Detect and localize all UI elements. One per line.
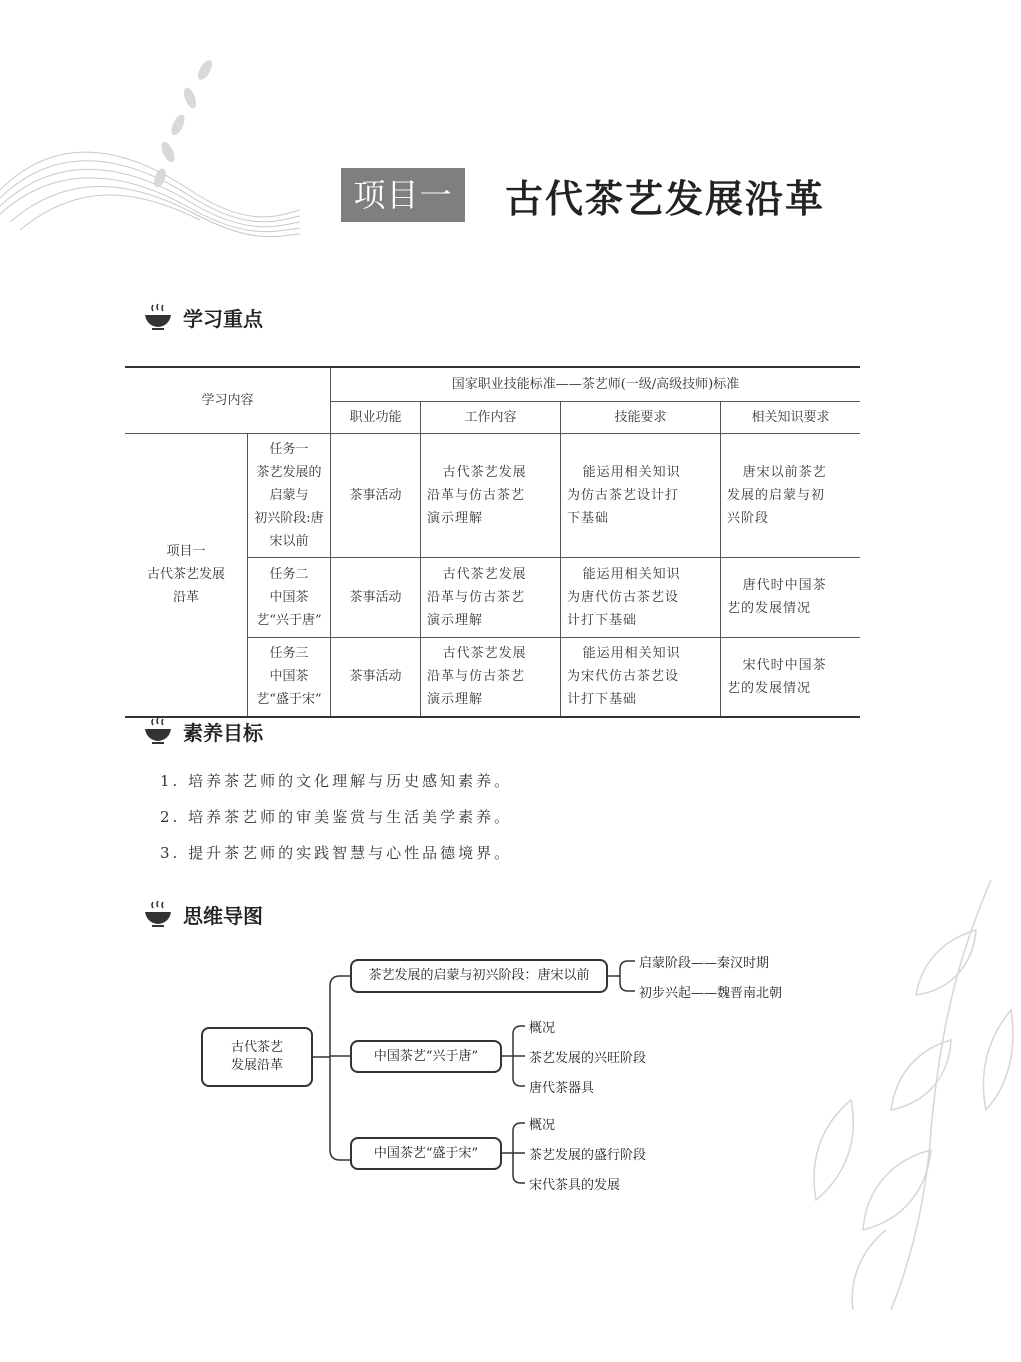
mind-map-leaf: 宋代茶具的发展 (529, 1178, 621, 1193)
table-header-content: 学习内容 (125, 367, 331, 433)
section-heading-focus (143, 302, 263, 332)
wave-decoration-icon (0, 40, 300, 240)
mind-map-branch: 中国茶艺“盛于宋” (350, 1137, 502, 1170)
work-cell: 古代茶艺发展 沿革与仿古茶艺 演示理解 (421, 557, 561, 637)
page-title-bar (341, 168, 825, 222)
mind-map (195, 940, 815, 1205)
mind-map-leaf: 茶艺发展的盛行阶段 (529, 1148, 647, 1163)
column-header: 职业功能 (331, 401, 421, 433)
mind-map-branch: 茶艺发展的启蒙与初兴阶段：唐宋以前 (350, 959, 608, 993)
function-cell: 茶事活动 (331, 433, 421, 557)
learning-focus-table (125, 366, 860, 718)
section-title: 素养目标 (183, 720, 263, 745)
mind-map-leaf: 概况 (529, 1021, 556, 1036)
tea-leaves-decoration-icon (791, 870, 1021, 1320)
task-cell: 任务三 中国茶艺“盛于宋” (248, 637, 331, 717)
knowledge-cell: 唐代时中国茶 艺的发展情况 (721, 557, 861, 637)
mind-map-root: 古代茶艺 发展沿革 (201, 1027, 313, 1087)
list-item: 2. 培养茶艺师的审美鉴赏与生活美学素养。 (160, 808, 513, 826)
mind-map-leaf: 茶艺发展的兴旺阶段 (529, 1051, 647, 1066)
section-heading-mindmap (143, 899, 263, 929)
mind-map-leaf: 概况 (529, 1118, 556, 1133)
project-cell: 项目一 古代茶艺发展 沿革 (125, 433, 248, 717)
table-row (125, 433, 860, 557)
work-cell: 古代茶艺发展 沿革与仿古茶艺 演示理解 (421, 637, 561, 717)
section-title: 思维导图 (183, 903, 263, 928)
table-header-standard: 国家职业技能标准——茶艺师(一级/高级技师)标准 (331, 367, 861, 401)
tea-bowl-icon (143, 302, 173, 332)
tea-bowl-icon (143, 899, 173, 929)
mind-map-leaf: 初步兴起——魏晋南北朝 (639, 986, 783, 1001)
mind-map-leaf: 启蒙阶段——秦汉时期 (639, 956, 770, 971)
knowledge-cell: 唐宋以前茶艺 发展的启蒙与初 兴阶段 (721, 433, 861, 557)
mind-map-branch: 中国茶艺“兴于唐” (350, 1040, 502, 1073)
goals-list (160, 767, 512, 875)
section-title: 学习重点 (183, 306, 263, 331)
function-cell: 茶事活动 (331, 557, 421, 637)
list-item: 1. 培养茶艺师的文化理解与历史感知素养。 (160, 772, 513, 790)
skill-cell: 能运用相关知识 为宋代仿古茶艺设 计打下基础 (561, 637, 721, 717)
column-header: 相关知识要求 (721, 401, 861, 433)
skill-cell: 能运用相关知识 为仿古茶艺设计打 下基础 (561, 433, 721, 557)
section-heading-goals (143, 716, 263, 746)
page-title: 古代茶艺发展沿革 (505, 175, 826, 221)
knowledge-cell: 宋代时中国茶 艺的发展情况 (721, 637, 861, 717)
function-cell: 茶事活动 (331, 637, 421, 717)
project-tag: 项目一 (341, 168, 465, 222)
mind-map-leaf: 唐代茶器具 (529, 1081, 595, 1096)
skill-cell: 能运用相关知识 为唐代仿古茶艺设 计打下基础 (561, 557, 721, 637)
list-item: 3. 提升茶艺师的实践智慧与心性品德境界。 (160, 844, 513, 862)
tea-bowl-icon (143, 716, 173, 746)
column-header: 工作内容 (421, 401, 561, 433)
column-header: 技能要求 (561, 401, 721, 433)
task-cell: 任务一 茶艺发展的启蒙与 初兴阶段:唐宋以前 (248, 433, 331, 557)
task-cell: 任务二 中国茶艺“兴于唐” (248, 557, 331, 637)
work-cell: 古代茶艺发展 沿革与仿古茶艺 演示理解 (421, 433, 561, 557)
